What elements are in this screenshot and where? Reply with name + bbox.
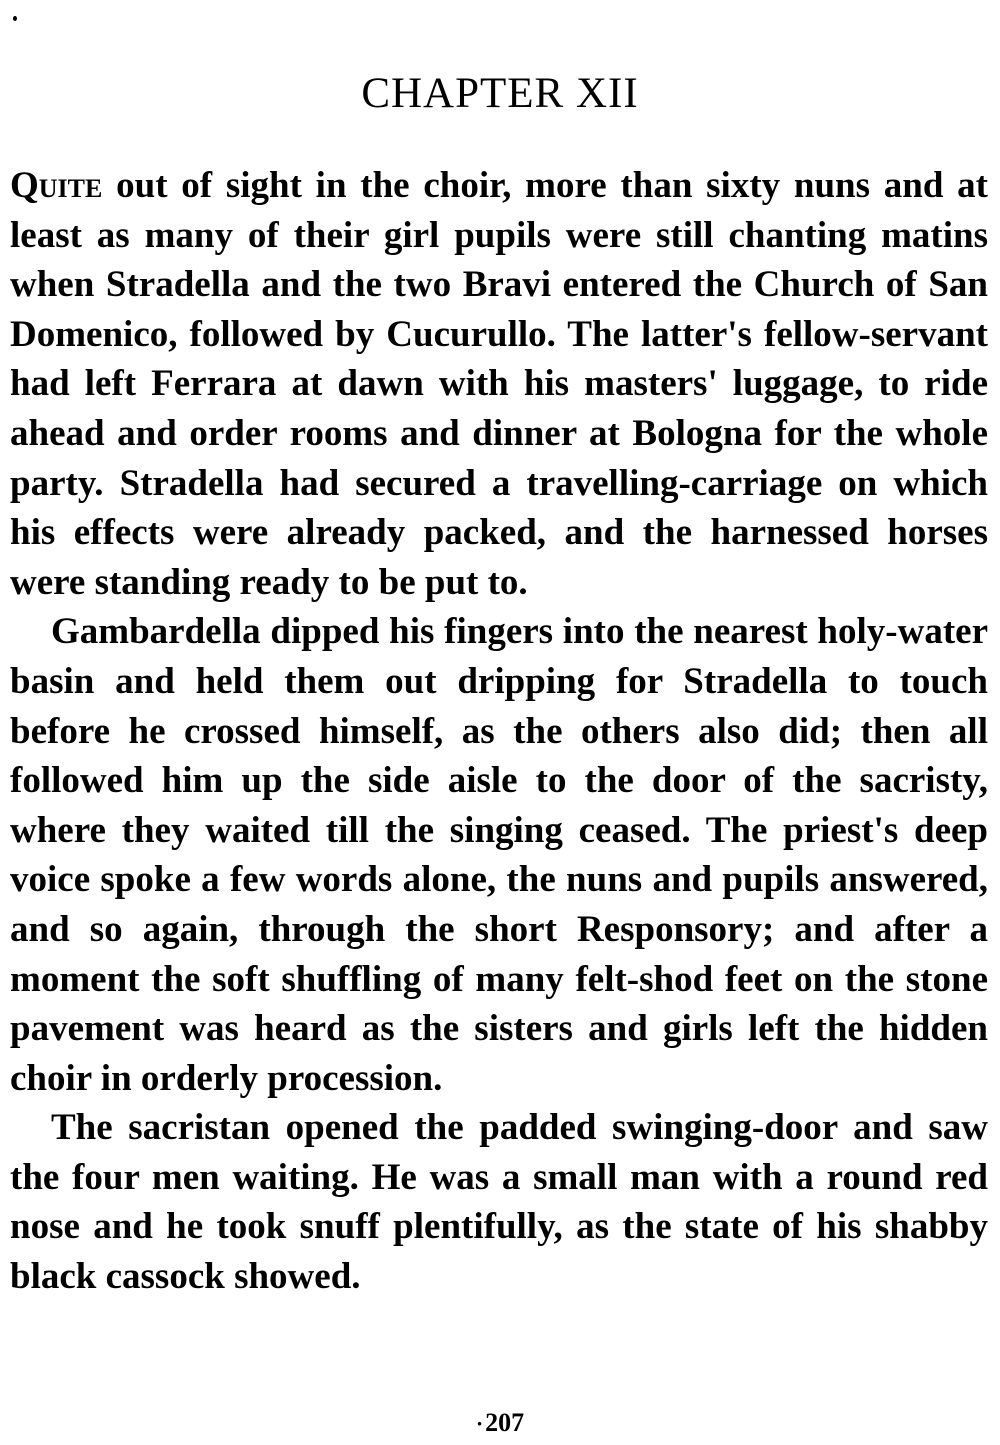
paragraph-3: The sacristan opened the padded swinging-door and saw the four men waiting. He was a small man with a round red nose and he took snuff plentifully, as the state of his shabby black cassock showed.: [10, 1107, 988, 1298]
paragraph-1-text: out of sight in the choir, more than sixty nuns and at least as many of their girl pupils were still chanting matins when Stradella and the two Bravi entered the Church of San Domenico, followed by Cucurullo. The latter's fellow-servant had left Ferrara at dawn with his masters' luggage, to ride ahead and order rooms and dinner at Bologna for the whole party. Stradella had secured a travelling-carriage on which his effects were already packed, and the harnessed horses were standing ready to be put to.: [10, 165, 989, 603]
page-number: 207: [485, 1408, 525, 1437]
chapter-heading: CHAPTER XII: [361, 70, 639, 117]
print-speck: [13, 16, 17, 21]
folio-dot: ·: [475, 1411, 484, 1436]
paragraph-2: Gambardella dipped his fingers into the nearest holy-water basin and held them out dripping for Stradella to touch before he crossed himself, as the others also did; then all followed him up the side aisle to the door of the sacristy, where they waited till the singing ceased. The priest's deep voice spoke a few words alone, the nuns and pupils answered, and so again, through the short Responsory; and after a moment the soft shuffling of many felt-shod feet on the stone pavement was heard as the sisters and girls left the hidden choir in orderly procession.: [10, 611, 988, 1099]
paragraph-1-lead-word: Quite: [10, 165, 103, 206]
body-text: [10, 161, 988, 1302]
paragraph-1: [10, 161, 988, 607]
page-number-footer: [0, 1408, 1000, 1439]
